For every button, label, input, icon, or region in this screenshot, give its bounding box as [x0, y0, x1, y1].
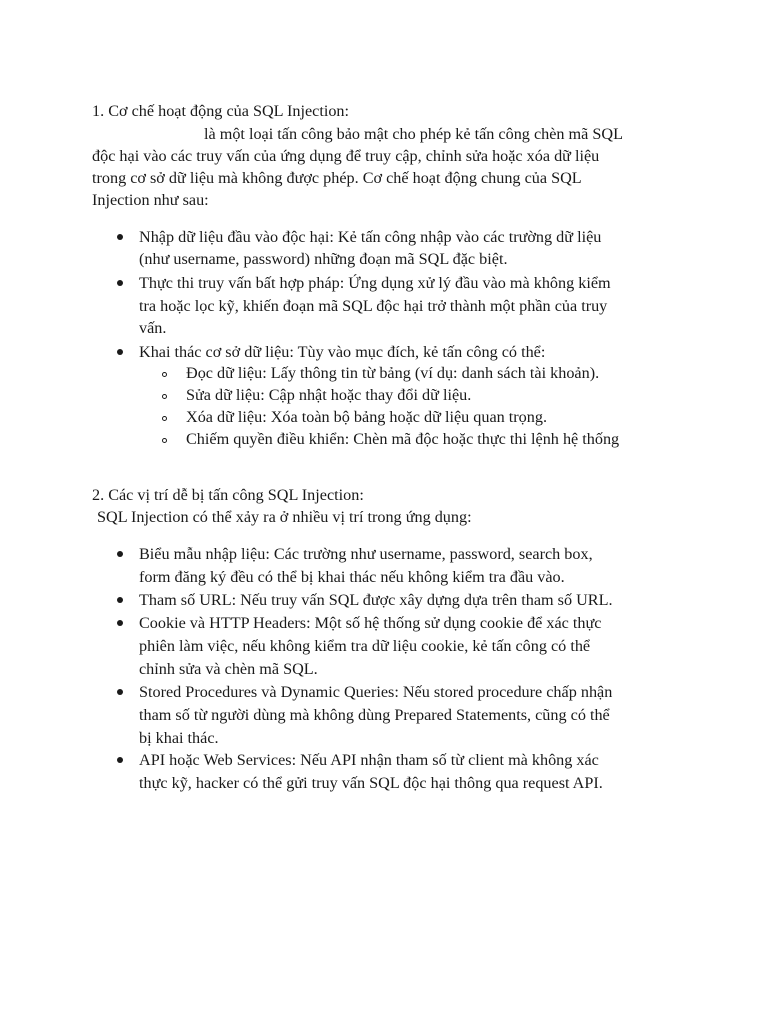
list-item-line: Stored Procedures và Dynamic Queries: Nếu stored procedure chấp nhận — [139, 683, 613, 701]
list-item-line: Tham số URL: Nếu truy vấn SQL được xây dựng dựa trên tham số URL. — [139, 591, 613, 609]
sub-bullet-marker — [162, 438, 167, 443]
sub-bullet-marker — [162, 372, 167, 377]
list-item-line: Thực thi truy vấn bất hợp pháp: Ứng dụng xử lý đầu vào mà không kiểm — [139, 274, 611, 292]
list-item-line: Nhập dữ liệu đầu vào độc hại: Kẻ tấn công nhập vào các trường dữ liệu — [139, 228, 602, 246]
sub-bullet-marker — [162, 394, 167, 399]
bullet-marker — [117, 349, 123, 355]
section2-intro: SQL Injection có thể xảy ra ở nhiều vị trí trong ứng dụng: — [97, 508, 472, 526]
section1-intro-line: trong cơ sở dữ liệu mà không được phép. Cơ chế hoạt động chung của SQL — [92, 169, 582, 187]
bullet-marker — [117, 757, 123, 763]
sub-list-item: Xóa dữ liệu: Xóa toàn bộ bảng hoặc dữ liệu quan trọng. — [186, 408, 547, 426]
bullet-marker — [117, 551, 123, 557]
list-item-line: vấn. — [139, 319, 167, 337]
list-item-line: thực kỹ, hacker có thể gửi truy vấn SQL độc hại thông qua request API. — [139, 774, 603, 792]
section1-heading: 1. Cơ chế hoạt động của SQL Injection: — [92, 102, 350, 120]
bullet-marker — [117, 280, 123, 286]
sub-bullet-marker — [162, 416, 167, 421]
list-item-line: phiên làm việc, nếu không kiểm tra dữ liệu cookie, kẻ tấn công có thể — [139, 637, 591, 655]
list-item-line: chỉnh sửa và chèn mã SQL. — [139, 660, 318, 678]
section1-intro-line: là một loại tấn công bảo mật cho phép kẻ tấn công chèn mã SQL — [204, 125, 623, 143]
list-item-line: Biểu mẫu nhập liệu: Các trường như username, password, search box, — [139, 545, 593, 563]
list-item-line: (như username, password) những đoạn mã SQL đặc biệt. — [139, 250, 508, 268]
sub-list-item: Đọc dữ liệu: Lấy thông tin từ bảng (ví dụ: danh sách tài khoản). — [186, 364, 600, 382]
list-item-line: tham số từ người dùng mà không dùng Prepared Statements, cũng có thể — [139, 706, 610, 724]
list-item-line: tra hoặc lọc kỹ, khiến đoạn mã SQL độc hại trở thành một phần của truy — [139, 297, 608, 315]
bullet-marker — [117, 620, 123, 626]
bullet-marker — [117, 234, 123, 240]
list-item-line: Khai thác cơ sở dữ liệu: Tùy vào mục đích, kẻ tấn công có thể: — [139, 343, 546, 361]
bullet-marker — [117, 597, 123, 603]
list-item-line: API hoặc Web Services: Nếu API nhận tham số từ client mà không xác — [139, 751, 599, 769]
list-item-line: Cookie và HTTP Headers: Một số hệ thống sử dụng cookie để xác thực — [139, 614, 602, 632]
section2-heading: 2. Các vị trí dễ bị tấn công SQL Injection: — [92, 486, 364, 504]
bullet-marker — [117, 689, 123, 695]
section1-intro-line: Injection như sau: — [92, 191, 209, 209]
list-item-line: bị khai thác. — [139, 729, 219, 747]
section1-intro-line: độc hại vào các truy vấn của ứng dụng để truy cập, chỉnh sửa hoặc xóa dữ liệu — [92, 147, 600, 165]
list-item-line: form đăng ký đều có thể bị khai thác nếu không kiểm tra đầu vào. — [139, 568, 565, 586]
sub-list-item: Chiếm quyền điều khiển: Chèn mã độc hoặc thực thi lệnh hệ thống — [186, 430, 620, 448]
sub-list-item: Sửa dữ liệu: Cập nhật hoặc thay đổi dữ liệu. — [186, 386, 472, 404]
